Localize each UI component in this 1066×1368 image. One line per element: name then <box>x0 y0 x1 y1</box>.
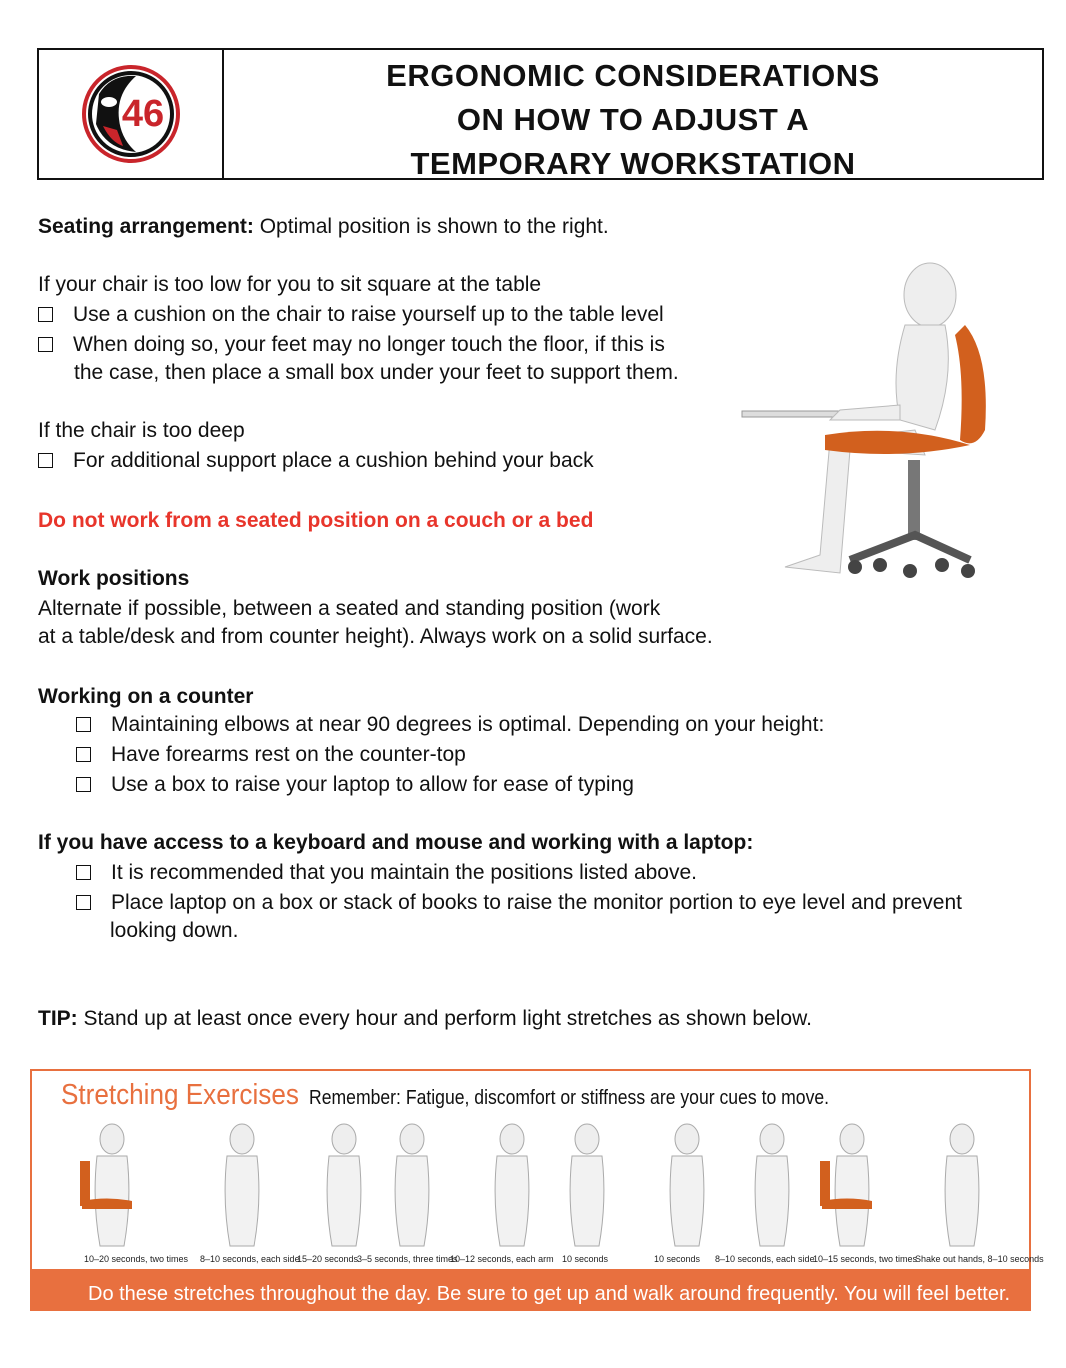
stretch-figure <box>912 1121 1012 1251</box>
logo <box>39 50 224 178</box>
stretch-caption: 10–15 seconds, two times <box>813 1254 918 1264</box>
chair-low-intro: If your chair is too low for you to sit square at the table <box>38 273 542 296</box>
stretching-footer: Do these stretches throughout the day. Be sure to get up and walk around frequently. You will feel better. <box>32 1269 1029 1309</box>
checkbox[interactable] <box>76 777 91 792</box>
checkbox[interactable] <box>38 453 53 468</box>
checkbox[interactable] <box>38 307 53 322</box>
stretch-caption: 8–10 seconds, each side <box>715 1254 815 1264</box>
stretch-caption: 3–5 seconds, three times <box>357 1254 458 1264</box>
stretch-figure <box>537 1121 637 1251</box>
keyboard-heading: If you have access to a keyboard and mouse and working with a laptop: <box>38 831 754 854</box>
seating-line: Seating arrangement: Optimal position is shown to the right. <box>38 215 609 238</box>
work-positions-heading: Work positions <box>38 567 190 590</box>
checklist-item: For additional support place a cushion behind your back <box>38 446 594 475</box>
stretch-caption: 15–20 seconds <box>297 1254 359 1264</box>
counter-heading: Working on a counter <box>38 685 254 708</box>
stretch-caption: 10 seconds <box>562 1254 609 1264</box>
header-box <box>37 48 1044 180</box>
page-title: ERGONOMIC CONSIDERATIONS ON HOW TO ADJUST A TEMPORARY WORKSTATION <box>386 58 880 181</box>
stretch-figure <box>62 1121 162 1251</box>
checklist-item: Use a box to raise your laptop to allow for ease of typing <box>76 770 634 799</box>
chair-deep-intro: If the chair is too deep <box>38 419 245 442</box>
checkbox[interactable] <box>38 337 53 352</box>
logo-icon <box>81 64 181 164</box>
checklist-item: Have forearms rest on the counter-top <box>76 740 466 769</box>
stretch-figure <box>362 1121 462 1251</box>
stretch-caption: 10 seconds <box>654 1254 701 1264</box>
checkbox[interactable] <box>76 747 91 762</box>
stretching-reminder: Remember: Fatigue, discomfort or stiffness are your cues to move. <box>309 1087 830 1109</box>
stretching-title: Stretching Exercises <box>61 1079 299 1111</box>
checklist-item: When doing so, your feet may no longer touch the floor, if this is <box>38 330 665 359</box>
warning-text: Do not work from a seated position on a couch or a bed <box>38 509 594 532</box>
stretch-caption: 10–20 seconds, two times <box>84 1254 189 1264</box>
checklist-item: Maintaining elbows at near 90 degrees is optimal. Depending on your height: <box>76 710 824 739</box>
paragraph-line: Alternate if possible, between a seated and standing position (work <box>38 597 661 620</box>
tip-line: TIP: Stand up at least once every hour and perform light stretches as shown below. <box>38 1007 812 1030</box>
stretch-caption: 10–12 seconds, each arm <box>450 1254 554 1264</box>
paragraph-line: at a table/desk and from counter height). Always work on a solid surface. <box>38 625 713 648</box>
stretch-caption: 8–10 seconds, each side <box>200 1254 300 1264</box>
seated-posture-illustration <box>740 255 1000 585</box>
checklist-item-cont: the case, then place a small box under your feet to support them. <box>74 361 679 384</box>
stretching-exercises-panel <box>30 1069 1044 1311</box>
stretch-figure <box>192 1121 292 1251</box>
stretch-caption: Shake out hands, 8–10 seconds <box>915 1254 1044 1264</box>
checkbox[interactable] <box>76 717 91 732</box>
stretch-figure <box>802 1121 902 1251</box>
checklist-item: Place laptop on a box or stack of books to raise the monitor portion to eye level and prevent <box>76 888 962 917</box>
checklist-item: Use a cushion on the chair to raise yourself up to the table level <box>38 300 664 329</box>
checklist-item-cont: looking down. <box>110 919 239 942</box>
checkbox[interactable] <box>76 865 91 880</box>
checklist-item: It is recommended that you maintain the positions listed above. <box>76 858 697 887</box>
svg-text:46: 46 <box>121 93 164 135</box>
checkbox[interactable] <box>76 895 91 910</box>
